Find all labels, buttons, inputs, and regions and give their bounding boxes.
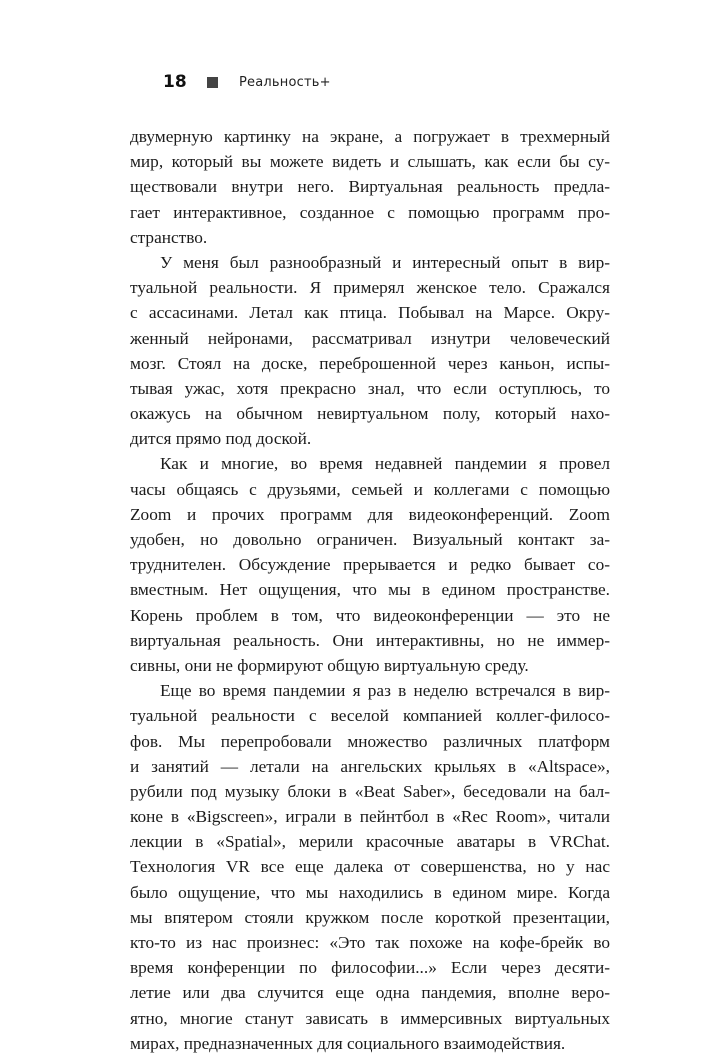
text-line: кто-то из нас произнес: «Это так похоже на кофе-брейк во (130, 933, 610, 952)
text-line: У меня был разнообразный и интересный опыт в вир- (160, 252, 610, 272)
text-line: коне в «Bigscreen», играли в пейнтбол в «Rec Room», читали (130, 807, 610, 827)
text-line: с ассасинами. Летал как птица. Побывал на Марсе. Окру- (130, 303, 610, 323)
text-line: дится прямо под доской. (130, 429, 312, 449)
paragraph (130, 250, 610, 452)
text-line: фов. Мы перепробовали множество различных платформ (130, 731, 610, 751)
text-line: странство. (130, 227, 208, 247)
text-line: Еще во время пандемии я раз в неделю встречался в вир- (160, 681, 610, 701)
text-line: окажусь на обычном невиртуальном полу, который нахо- (130, 404, 610, 424)
text-line: мозг. Стоял на доске, переброшенной через каньон, испы- (130, 353, 610, 373)
text-line: мы впятером стояли кружком после короткой презентации, (130, 907, 610, 927)
page-number: 18 (163, 72, 187, 92)
text-line: время конференции по философии...» Если через десяти- (130, 958, 610, 978)
text-line: труднителен. Обсуждение прерывается и редко бывает со- (130, 555, 610, 575)
text-line: лекции в «Spatial», мерили красочные аватары в VRChat. (130, 832, 610, 852)
text-line: было ощущение, что мы находились в едином мире. Когда (130, 882, 610, 902)
paragraph (130, 451, 610, 678)
text-line: ятно, многие станут зависать в иммерсивных виртуальных (130, 1008, 610, 1028)
body-text (130, 124, 610, 1056)
text-line: ществовали внутри него. Виртуальная реальность предла- (130, 177, 610, 197)
square-bullet-icon (207, 77, 218, 88)
text-line: Технология VR все еще далека от совершенства, но у нас (130, 857, 610, 877)
text-line: тывая ужас, хотя прекрасно знал, что если оступлюсь, то (130, 378, 610, 398)
text-line: часы общаясь с друзьями, семьей и коллегами с помощью (130, 479, 610, 499)
text-line: мир, который вы можете видеть и слышать, как если бы су- (130, 152, 610, 172)
text-line: Zoom и прочих программ для видеоконференций. Zoom (130, 504, 610, 524)
text-line: двумерную картинку на экране, а погружает в трехмерный (130, 127, 610, 146)
running-head (163, 72, 331, 92)
text-line: туальной реальности с веселой компанией коллег-филосо- (130, 706, 610, 726)
text-line: и занятий — летали на ангельских крыльях в «Altspace», (130, 756, 610, 776)
text-line: вместным. Нет ощущения, что мы в едином пространстве. (130, 580, 610, 600)
text-line: летие или два случится еще одна пандемия, вполне веро- (130, 983, 610, 1003)
text-line: виртуальная реальность. Они интерактивны, но не иммер- (130, 630, 610, 650)
section-title: Реальность+ (239, 74, 331, 90)
paragraph (130, 124, 610, 250)
text-line: туальной реальности. Я примерял женское тело. Сражался (130, 278, 610, 298)
paragraph (130, 678, 610, 1056)
text-line: Корень проблем в том, что видеоконференции — это не (130, 605, 610, 625)
text-line: Как и многие, во время недавней пандемии я провел (160, 454, 610, 474)
text-line: рубили под музыку блоки в «Beat Saber», беседовали на бал- (130, 781, 610, 801)
text-line: мирах, предназначенных для социального взаимодействия. (130, 1033, 566, 1053)
text-line: удобен, но довольно ограничен. Визуальный контакт за- (130, 530, 610, 549)
text-line: гает интерактивное, созданное с помощью программ про- (130, 202, 610, 222)
text-line: сивны, они не формируют общую виртуальную среду. (130, 655, 529, 675)
text-line: женный нейронами, рассматривал изнутри человеческий (130, 328, 610, 348)
